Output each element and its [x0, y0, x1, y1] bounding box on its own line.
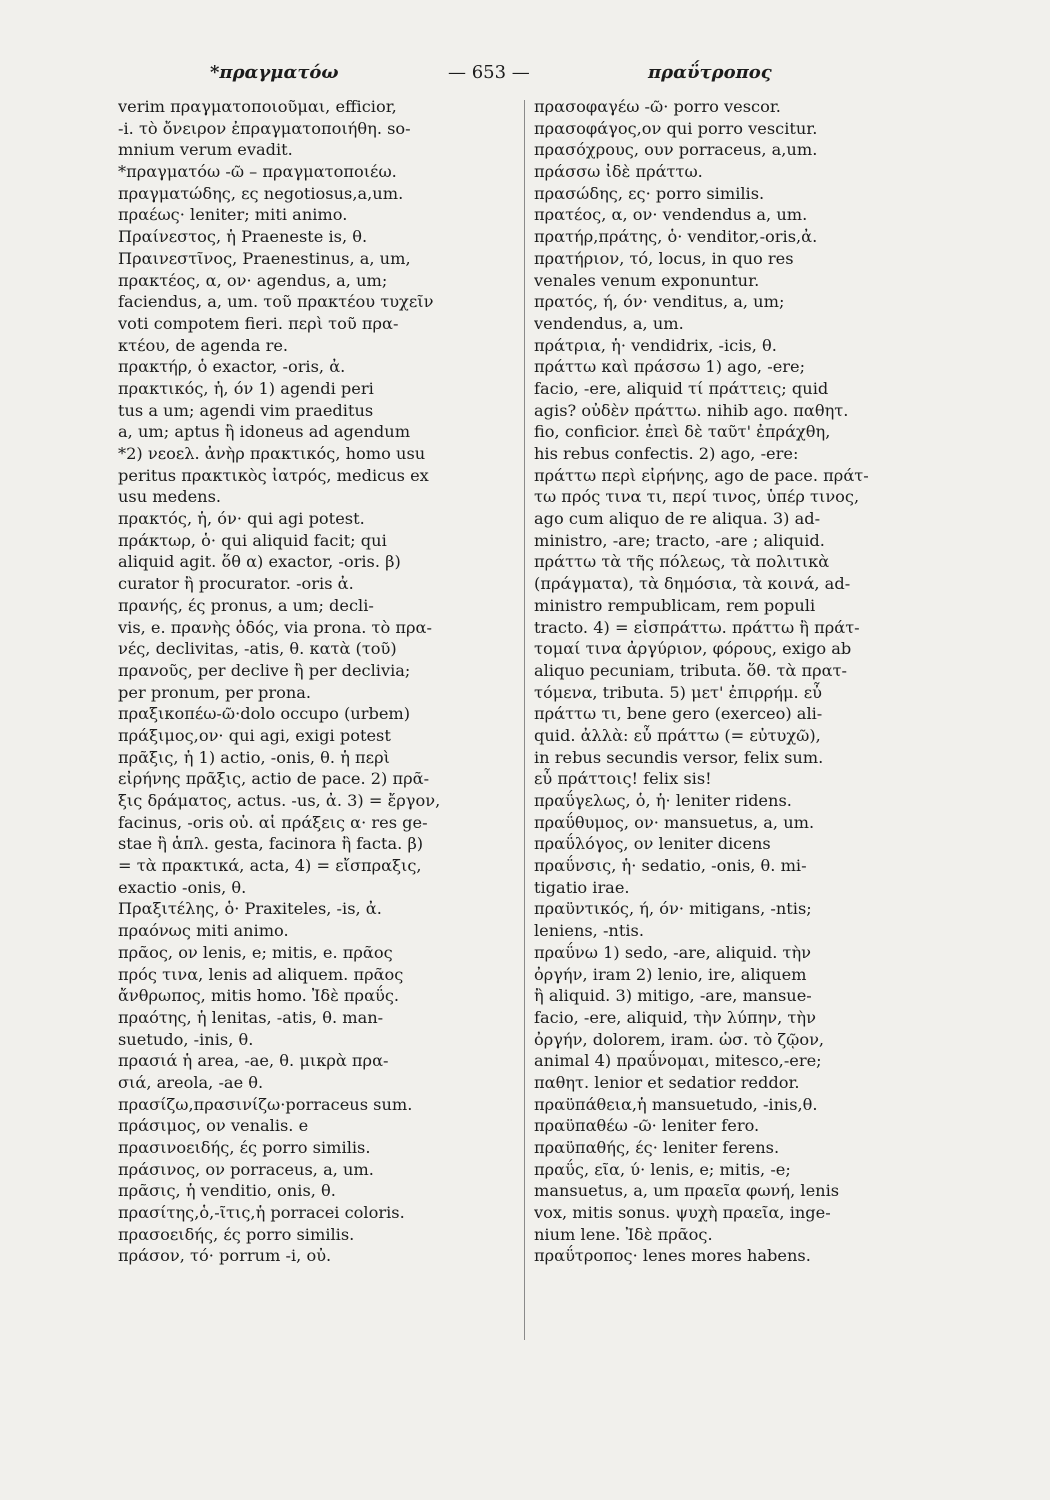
- page-header: [0, 62, 1050, 92]
- text-line: πράσιμος, ον venalis. e: [118, 1116, 309, 1136]
- column-divider: [524, 100, 525, 1340]
- text-line: ὀργήν, iram 2) lenio, ire, aliquem: [534, 964, 807, 984]
- text-line: facinus, -oris οὐ. αἱ πράξεις α· res ge-: [118, 812, 428, 832]
- text-line: aliquo pecuniam, tributa. ὅθ. τὰ πρατ-: [534, 660, 847, 680]
- text-line: πράττω καὶ πράσσω 1) ago, -ere;: [534, 357, 806, 377]
- text-line: πρασίζω,πρασινίζω·porraceus sum.: [118, 1094, 413, 1114]
- text-line: πρᾶξις, ἡ 1) actio, -onis, θ. ἡ περὶ: [118, 747, 390, 767]
- text-line: πρός τινα, lenis ad aliquem. πρᾶος: [118, 964, 404, 984]
- text-line: πρᾶος, ον lenis, e; mitis, e. πρᾶος: [118, 942, 393, 962]
- text-line: mansuetus, a, um πραεῖα φωνή, lenis: [534, 1181, 840, 1201]
- text-line: quid. ἀλλὰ: εὖ πράττω (= εὐτυχῶ),: [534, 725, 821, 745]
- text-line: a, um; aptus ἢ idoneus ad agendum: [118, 422, 411, 442]
- text-line: πραΰθυμος, ον· mansuetus, a, um.: [534, 812, 815, 832]
- text-line: πρακτήρ, ὁ exactor, -oris, ἀ.: [118, 357, 346, 377]
- text-line: πρατήρ,πράτης, ὁ· venditor,-oris,ἀ.: [534, 227, 818, 247]
- text-line: peritus πρακτικὸς ἰατρός, medicus ex: [118, 465, 429, 485]
- text-line: πρασίτης,ὁ,-ῖτις,ἡ porracei coloris.: [118, 1203, 405, 1223]
- text-line: in rebus secundis versor, felix sum.: [534, 747, 824, 767]
- text-line: πραϋντικός, ή, όν· mitigans, -ntis;: [534, 899, 812, 919]
- text-line: ministro, -are; tracto, -are ; aliquid.: [534, 530, 825, 550]
- text-line: πραϋπαθής, ές· leniter ferens.: [534, 1138, 780, 1157]
- text-line: mnium verum evadit.: [118, 140, 293, 160]
- text-line: agis? οὐδὲν πράττω. nihib ago. παθητ.: [534, 400, 849, 420]
- text-line: πραϋπαθέω -ῶ· leniter fero.: [534, 1116, 760, 1136]
- text-line: per pronum, per prona.: [118, 682, 312, 702]
- text-line: κτέου, de agenda re.: [118, 335, 289, 355]
- text-line: πραϋπάθεια,ἡ mansuetudo, -inis,θ.: [534, 1094, 818, 1114]
- text-line: τόμενα, tributa. 5) μετ' ἐπιρρήμ. εὖ: [534, 682, 822, 702]
- text-line: verim πραγματοποιοῦμαι, efficior,: [118, 97, 397, 116]
- text-line: πράττω τὰ τῆς πόλεως, τὰ πολιτικὰ: [534, 552, 830, 572]
- text-line: voti compotem fieri. περὶ τοῦ πρα-: [118, 313, 399, 333]
- text-line: animal 4) πραΰνομαι, mitesco,-ere;: [534, 1051, 822, 1071]
- text-line: ἢ aliquid. 3) mitigo, -are, mansue-: [534, 986, 812, 1006]
- text-line: ago cum aliquo de re aliqua. 3) ad-: [534, 509, 821, 529]
- text-line: facio, -ere, aliquid τί πράττεις; quid: [534, 378, 829, 398]
- text-line: πρασοειδής, ές porro similis.: [118, 1224, 355, 1244]
- right-column: [534, 96, 938, 1267]
- text-line: πρακτέος, α, ον· agendus, a, um;: [118, 270, 388, 290]
- text-line: νές, declivitas, -atis, θ. κατὰ (τοῦ): [118, 639, 397, 659]
- text-line: *πραγματόω -ῶ – πραγματοποιέω.: [118, 162, 397, 182]
- text-line: ministro rempublicam, rem populi: [534, 595, 816, 615]
- text-line: παθητ. lenior et sedatior reddor.: [534, 1072, 800, 1092]
- text-line: πραΰλόγος, ον leniter dicens: [534, 834, 771, 854]
- text-line: τω πρός τινα τι, περί τινος, ὑπέρ τινος,: [534, 487, 860, 507]
- text-line: leniens, -ntis.: [534, 921, 644, 941]
- text-line: πρασοφαγέω -ῶ· porro vescor.: [534, 97, 781, 116]
- text-line: πράκτωρ, ὁ· qui aliquid facit; qui: [118, 530, 387, 550]
- text-line: ξις δράματος, actus. -us, ἀ. 3) = ἔργον,: [118, 791, 441, 810]
- page-number: — 653 —: [448, 62, 530, 83]
- text-line: vendendus, a, um.: [534, 313, 684, 333]
- text-line: πρασινοειδής, ές porro similis.: [118, 1138, 371, 1157]
- text-line: πραΰγελως, ὁ, ἡ· leniter ridens.: [534, 791, 792, 810]
- text-line: πρατήριον, τό, locus, in quo res: [534, 248, 794, 268]
- text-line: τομαί τινα ἀργύριον, φόρους, exigo ab: [534, 639, 852, 659]
- text-line: πρασοφάγος,ον qui porro vescitur.: [534, 118, 818, 138]
- text-line: πραέως· leniter; miti animo.: [118, 205, 348, 225]
- text-line: εἰρήνης πρᾶξις, actio de pace. 2) πρᾶ-: [118, 769, 430, 789]
- text-line: πραξικοπέω-ῶ·dolo occupo (urbem): [118, 704, 411, 724]
- text-line: tus a um; agendi vim praeditus: [118, 400, 374, 420]
- text-line: *2) νεοελ. ἀνὴρ πρακτικός, homo usu: [118, 444, 426, 463]
- text-line: πραόνως miti animo.: [118, 921, 289, 941]
- text-line: -i. τὸ ὄνειρον ἐπραγματοποιήθη. so-: [118, 118, 411, 138]
- text-line: ἄνθρωπος, mitis homo. Ἰδὲ πραΰς.: [118, 986, 400, 1006]
- text-line: = τὰ πρακτικά, acta, 4) = εἴσπραξις,: [118, 856, 422, 876]
- text-line: πρασιά ἡ area, -ae, θ. μικρὰ πρα-: [118, 1051, 389, 1071]
- text-line: his rebus confectis. 2) ago, -ere:: [534, 444, 799, 463]
- text-line: πράξιμος,ον· qui agi, exigi potest: [118, 725, 391, 745]
- text-line: εὖ πράττοις! felix sis!: [534, 769, 712, 789]
- text-line: πρᾶσις, ἡ venditio, onis, θ.: [118, 1181, 336, 1201]
- text-line: aliquid agit. ὅθ α) exactor, -oris. β): [118, 552, 401, 572]
- text-line: πραΰτροπος· lenes mores habens.: [534, 1246, 811, 1266]
- text-line: Πραίνεστος, ἡ Praeneste is, θ.: [118, 227, 368, 247]
- text-line: tracto. 4) = εἰσπράττω. πράττω ἢ πράτ-: [534, 617, 860, 637]
- left-column: [118, 96, 514, 1267]
- text-line: πράσσω ἰδὲ πράττω.: [534, 162, 703, 182]
- text-line: vis, e. πρανὴς ὁδός, via prona. τὸ πρα-: [118, 617, 432, 637]
- text-line: πρατός, ή, όν· venditus, a, um;: [534, 292, 785, 312]
- text-line: suetudo, -inis, θ.: [118, 1029, 254, 1049]
- text-line: stae ἢ ἁπλ. gesta, facinora ἢ facta. β): [118, 834, 424, 854]
- text-line: σιά, areola, -ae θ.: [118, 1072, 264, 1092]
- text-line: tigatio irae.: [534, 877, 630, 897]
- text-line: πραΰς, εῖα, ύ· lenis, e; mitis, -e;: [534, 1159, 791, 1179]
- text-line: venales venum exponuntur.: [534, 270, 760, 290]
- text-line: πράττω τι, bene gero (exerceo) ali-: [534, 704, 823, 724]
- text-line: πρανοῦς, per declive ἢ per declivia;: [118, 660, 411, 680]
- text-line: πρατέος, α, ον· vendendus a, um.: [534, 205, 808, 225]
- text-line: πρακτικός, ἡ, όν 1) agendi peri: [118, 378, 374, 398]
- text-line: πρανής, ές pronus, a um; decli-: [118, 595, 374, 615]
- text-line: usu medens.: [118, 487, 222, 507]
- text-line: πραΰνω 1) sedo, -are, aliquid. τὴν: [534, 942, 812, 962]
- header-left-guideword: *πραγματόω: [210, 62, 339, 83]
- text-line: πράττω περὶ εἰρήνης, ago de pace. πράτ-: [534, 465, 869, 485]
- text-line: πραΰνσις, ἡ· sedatio, -onis, θ. mi-: [534, 856, 807, 876]
- text-line: πράτρια, ἡ· vendidrix, -icis, θ.: [534, 335, 777, 355]
- text-line: πρακτός, ἡ, όν· qui agi potest.: [118, 509, 365, 529]
- text-line: Πραινεστῖνος, Praenestinus, a, um,: [118, 248, 411, 268]
- text-line: Πραξιτέλης, ὁ· Praxiteles, -is, ἀ.: [118, 899, 382, 919]
- header-right-guideword: πραΰτροπος: [648, 62, 772, 83]
- text-line: fio, conficior. ἐπεὶ δὲ ταῦτ' ἐπράχθη,: [534, 422, 831, 442]
- text-line: πρασόχρους, ουν porraceus, a,um.: [534, 140, 818, 160]
- text-line: vox, mitis sonus. ψυχὴ πραεῖα, inge-: [534, 1203, 831, 1223]
- text-line: faciendus, a, um. τοῦ πρακτέου τυχεῖν: [118, 292, 434, 312]
- text-line: nium lene. Ἰδὲ πρᾶος.: [534, 1224, 713, 1244]
- text-line: πραότης, ἡ lenitas, -atis, θ. man-: [118, 1007, 384, 1027]
- text-line: πράσινος, ον porraceus, a, um.: [118, 1159, 374, 1179]
- text-line: facio, -ere, aliquid, τὴν λύπην, τὴν: [534, 1007, 816, 1027]
- text-line: ὀργήν, dolorem, iram. ὡσ. τὸ ζῷον,: [534, 1029, 825, 1049]
- text-line: πράσον, τό· porrum -i, οὐ.: [118, 1246, 332, 1266]
- text-line: (πράγματα), τὰ δημόσια, τὰ κοινά, ad-: [534, 574, 851, 594]
- text-line: exactio -onis, θ.: [118, 877, 247, 897]
- text-line: πραγματώδης, ες negotiosus,a,um.: [118, 183, 404, 203]
- text-line: πρασώδης, ες· porro similis.: [534, 183, 765, 203]
- text-line: curator ἢ procurator. -oris ἀ.: [118, 574, 354, 594]
